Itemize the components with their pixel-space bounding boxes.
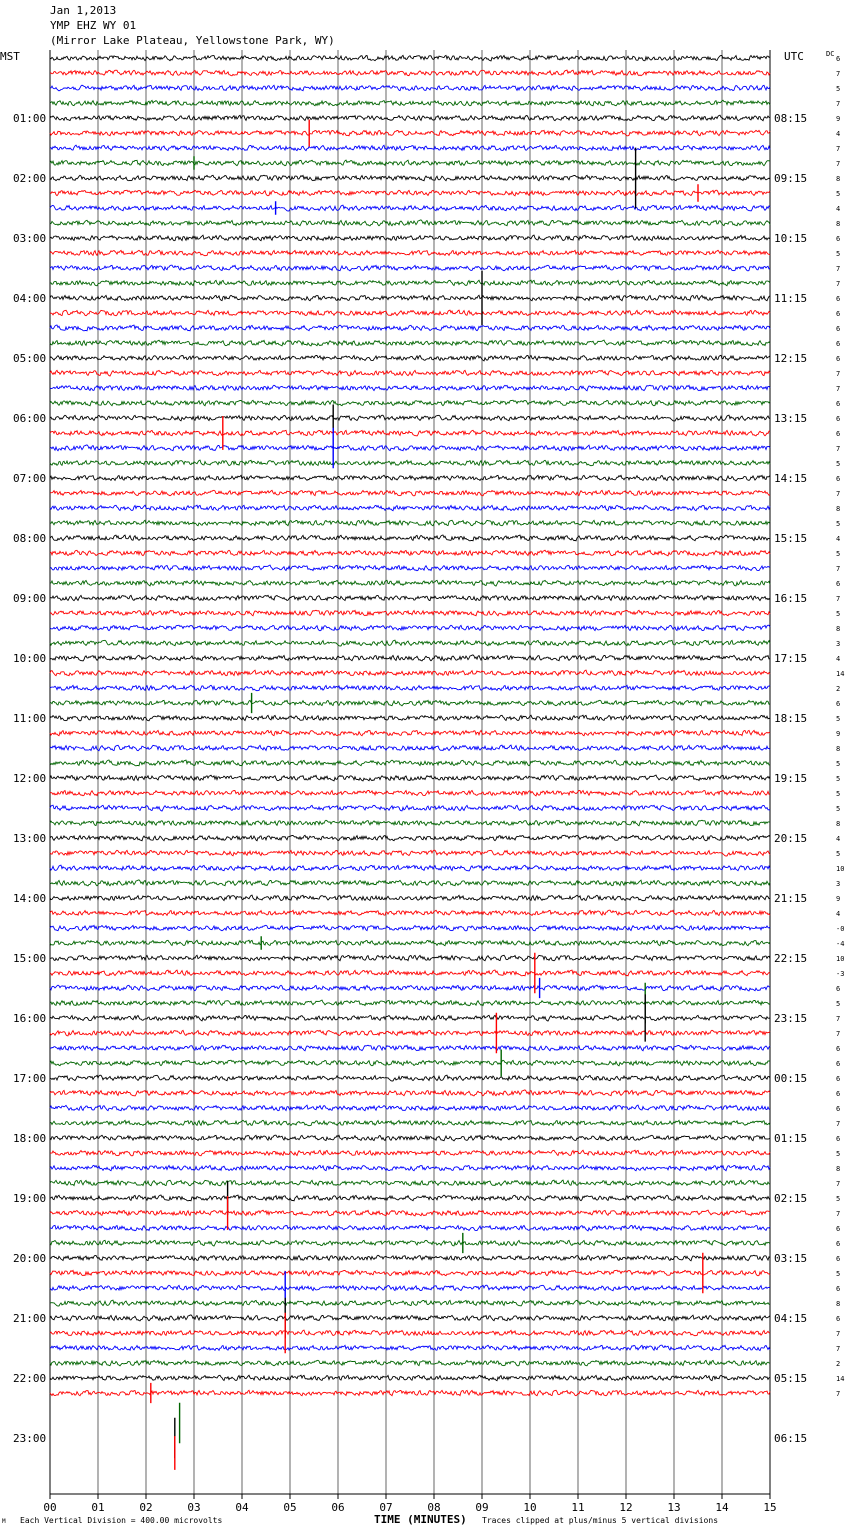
dc-offset-value: 6 (836, 1045, 841, 1053)
seismic-trace (50, 70, 770, 76)
dc-offset-value: 6 (836, 1105, 841, 1113)
seismic-trace (50, 445, 770, 451)
seismic-trace (50, 565, 770, 571)
dc-offset-value: 5 (836, 610, 841, 618)
mst-hour-label: 21:00 (13, 1312, 47, 1325)
seismic-trace (50, 910, 770, 915)
seismic-trace (50, 85, 770, 91)
utc-hour-label: 05:15 (774, 1372, 808, 1385)
dc-offset-value: 6 (836, 1255, 841, 1263)
x-axis-title: TIME (MINUTES) (374, 1513, 467, 1526)
seismic-trace (50, 1045, 770, 1051)
dc-offset-value: 7 (836, 1180, 841, 1188)
dc-offset-value: 2 (836, 685, 841, 693)
scale-note: Each Vertical Division = 400.00 microvolts (20, 1516, 223, 1525)
mst-hour-label: 01:00 (13, 112, 47, 125)
seismic-trace (50, 715, 770, 721)
mst-hour-label: 11:00 (13, 712, 47, 725)
seismic-trace (50, 1135, 770, 1141)
seismic-trace (50, 1360, 770, 1366)
utc-hour-label: 10:15 (774, 232, 808, 245)
seismic-trace (50, 1195, 770, 1201)
mst-hour-label: 13:00 (13, 832, 47, 845)
utc-hour-label: 03:15 (774, 1252, 808, 1265)
dc-offset-value: 6 (836, 985, 841, 993)
chart-date: Jan 1,2013 (50, 4, 117, 17)
seismic-trace (50, 1345, 770, 1350)
utc-hour-label: 06:15 (774, 1432, 808, 1445)
dc-offset-value: 5 (836, 790, 841, 798)
dc-offset-value: 7 (836, 565, 841, 573)
chart-location: (Mirror Lake Plateau, Yellowstone Park, WY) (50, 34, 335, 47)
utc-hour-label: 08:15 (774, 112, 808, 125)
seismic-trace (50, 640, 770, 646)
seismic-trace (50, 175, 770, 180)
seismic-trace (50, 205, 770, 211)
utc-hour-label: 02:15 (774, 1192, 808, 1205)
seismic-trace (50, 160, 770, 166)
dc-offset-value: 6 (836, 475, 841, 483)
dc-offset-value: 6 (836, 1240, 841, 1248)
dc-offset-value: 9 (836, 115, 841, 123)
x-tick-label: 14 (715, 1501, 729, 1514)
seismic-trace (50, 355, 770, 361)
x-tick-label: 05 (283, 1501, 297, 1514)
dc-offset-value: 8 (836, 175, 841, 183)
seismic-trace (50, 791, 770, 796)
mst-hour-label: 22:00 (13, 1372, 47, 1385)
seismic-trace (50, 295, 770, 300)
seismic-trace (50, 100, 770, 106)
seismic-trace (50, 1000, 770, 1006)
dc-offset-value: 6 (836, 310, 841, 318)
dc-offset-value: 5 (836, 805, 841, 813)
seismic-trace (50, 55, 770, 61)
clip-note: Traces clipped at plus/minus 5 vertical divisions (482, 1516, 719, 1525)
seismic-trace (50, 1015, 770, 1021)
dc-offset-value: 7 (836, 595, 841, 603)
dc-offset-value: 8 (836, 625, 841, 633)
utc-hour-label: 04:15 (774, 1312, 808, 1325)
dc-offset-value: 8 (836, 505, 841, 513)
dc-offset-value: 7 (836, 1345, 841, 1353)
mst-hour-label: 09:00 (13, 592, 47, 605)
utc-hour-label: 18:15 (774, 712, 808, 725)
dc-offset-value: 7 (836, 100, 841, 108)
x-tick-label: 01 (91, 1501, 105, 1514)
dc-offset-value: 5 (836, 760, 841, 768)
dc-offset-value: 5 (836, 190, 841, 198)
seismic-trace (50, 1300, 770, 1306)
seismic-trace (50, 655, 770, 661)
utc-hour-label: 11:15 (774, 292, 808, 305)
dc-offset-value: 6 (836, 400, 841, 408)
mst-hour-label: 18:00 (13, 1132, 47, 1145)
dc-offset-value: 6 (836, 340, 841, 348)
seismic-trace (50, 670, 770, 676)
dc-offset-value: 4 (836, 205, 841, 213)
seismic-trace (50, 595, 770, 600)
dc-offset-value: 6 (836, 430, 841, 438)
mst-hour-label: 02:00 (13, 172, 47, 185)
seismic-trace (50, 880, 770, 886)
utc-hour-label: 00:15 (774, 1072, 808, 1085)
dc-offset-value: 7 (836, 385, 841, 393)
seismic-trace (50, 700, 770, 706)
x-tick-label: 03 (187, 1501, 201, 1514)
seismic-trace (50, 1150, 770, 1156)
mst-hour-label: 10:00 (13, 652, 47, 665)
dc-offset-value: 6 (836, 1135, 841, 1143)
dc-offset-value: 8 (836, 820, 841, 828)
dc-offset-value: 5 (836, 550, 841, 558)
seismic-trace (50, 1375, 770, 1381)
seismic-trace (50, 115, 770, 121)
seismic-trace (50, 775, 770, 781)
mst-hour-label: 07:00 (13, 472, 47, 485)
seismic-trace (50, 505, 770, 511)
mst-hour-label: 03:00 (13, 232, 47, 245)
dc-offset-value: 6 (836, 355, 841, 363)
seismic-trace (50, 760, 770, 766)
corner-mark: M (2, 1518, 6, 1525)
utc-hour-label: 19:15 (774, 772, 808, 785)
dc-offset-value: 8 (836, 1300, 841, 1308)
seismic-trace (50, 940, 770, 946)
seismic-trace (50, 1210, 770, 1216)
seismic-trace (50, 250, 770, 256)
mst-hour-label: 17:00 (13, 1072, 47, 1085)
dc-offset-value: 6 (836, 1315, 841, 1323)
mst-hour-label: 08:00 (13, 532, 47, 545)
dc-offset-value: 5 (836, 775, 841, 783)
dc-offset-value: 5 (836, 1150, 841, 1158)
dc-offset-value: 7 (836, 280, 841, 288)
seismic-trace (50, 190, 770, 196)
dc-offset-value: 6 (836, 580, 841, 588)
dc-offset-value: 7 (836, 1330, 841, 1338)
utc-hour-label: 12:15 (774, 352, 808, 365)
x-tick-label: 10 (523, 1501, 537, 1514)
dc-offset-value: 4 (836, 655, 841, 663)
dc-offset-value: 14 (836, 670, 845, 678)
seismic-trace (50, 1240, 770, 1246)
dc-offset-value: -4 (836, 940, 845, 948)
seismic-trace (50, 1120, 770, 1126)
dc-offset-value: 5 (836, 250, 841, 258)
x-tick-label: 07 (379, 1501, 393, 1514)
seismic-trace (50, 430, 770, 436)
dc-offset-value: 7 (836, 370, 841, 378)
mst-hour-label: 19:00 (13, 1192, 47, 1205)
dc-offset-value: 7 (836, 145, 841, 153)
seismic-trace (50, 340, 770, 346)
dc-offset-value: 5 (836, 850, 841, 858)
seismic-trace (50, 865, 770, 871)
utc-hour-label: 21:15 (774, 892, 808, 905)
mst-hour-label: 04:00 (13, 292, 47, 305)
mst-hour-label: 15:00 (13, 952, 47, 965)
utc-hour-label: 23:15 (774, 1012, 808, 1025)
dc-offset-value: 5 (836, 715, 841, 723)
dc-offset-value: 5 (836, 1195, 841, 1203)
mst-hour-label: 14:00 (13, 892, 47, 905)
dc-offset-value: 5 (836, 1270, 841, 1278)
dc-offset-value: 9 (836, 730, 841, 738)
dc-offset-value: 10 (836, 865, 845, 873)
seismic-trace (50, 130, 770, 135)
mst-hour-label: 06:00 (13, 412, 47, 425)
seismic-trace (50, 535, 770, 541)
seismic-trace (50, 955, 770, 960)
seismic-trace (50, 1255, 770, 1261)
dc-offset-value: 9 (836, 895, 841, 903)
seismic-trace (50, 1285, 770, 1291)
seismic-trace (50, 235, 770, 241)
utc-hour-label: 20:15 (774, 832, 808, 845)
dc-offset-value: 2 (836, 1360, 841, 1368)
dc-offset-value: 7 (836, 1120, 841, 1128)
dc-offset-value: 5 (836, 520, 841, 528)
x-tick-label: 15 (763, 1501, 777, 1514)
seismic-trace (50, 400, 770, 406)
seismic-trace (50, 985, 770, 991)
dc-offset-value: 6 (836, 1090, 841, 1098)
dc-offset-value: 8 (836, 1165, 841, 1173)
seismic-trace (50, 310, 770, 316)
dc-offset-value: 6 (836, 1285, 841, 1293)
dc-offset-value: 6 (836, 295, 841, 303)
dc-offset-value: 3 (836, 880, 841, 888)
utc-hour-label: 15:15 (774, 532, 808, 545)
seismic-trace (50, 925, 770, 931)
dc-offset-value: 7 (836, 1390, 841, 1398)
seismic-trace (50, 325, 770, 331)
seismic-trace (50, 835, 770, 841)
seismic-trace (50, 550, 770, 556)
utc-hour-label: 01:15 (774, 1132, 808, 1145)
dc-offset-value: 8 (836, 220, 841, 228)
x-tick-label: 04 (235, 1501, 249, 1514)
seismic-trace (50, 820, 770, 826)
seismic-trace (50, 385, 770, 391)
dc-offset-value: 7 (836, 490, 841, 498)
dc-offset-value: 7 (836, 1030, 841, 1038)
x-tick-label: 12 (619, 1501, 633, 1514)
x-tick-label: 09 (475, 1501, 489, 1514)
dc-offset-value: 7 (836, 445, 841, 453)
utc-hour-label: 13:15 (774, 412, 808, 425)
dc-offset-value: 4 (836, 130, 841, 138)
dc-offset-value: 5 (836, 85, 841, 93)
x-tick-label: 11 (571, 1501, 585, 1514)
seismic-trace (50, 1330, 770, 1336)
left-timezone-label: MST (0, 50, 20, 63)
utc-hour-label: 17:15 (774, 652, 808, 665)
seismic-trace (50, 895, 770, 901)
dc-offset-value: 14 (836, 1375, 845, 1383)
x-tick-label: 13 (667, 1501, 681, 1514)
dc-offset-value: 6 (836, 325, 841, 333)
seismic-trace (50, 280, 770, 286)
mst-hour-label: 23:00 (13, 1432, 47, 1445)
seismic-trace (50, 805, 770, 811)
event-group (151, 120, 703, 1470)
label-group (13, 55, 844, 1514)
dc-offset-value: 4 (836, 910, 841, 918)
dc-offset-value: 7 (836, 70, 841, 78)
dc-offset-value: 4 (836, 535, 841, 543)
seismic-trace (50, 220, 770, 226)
seismic-trace (50, 1390, 770, 1395)
x-tick-label: 06 (331, 1501, 345, 1514)
dc-offset-value: 10 (836, 955, 845, 963)
seismic-trace (50, 970, 770, 976)
seismic-trace (50, 490, 770, 496)
x-tick-label: 00 (43, 1501, 57, 1514)
dc-offset-value: 5 (836, 460, 841, 468)
dc-offset-value: 7 (836, 265, 841, 273)
seismic-trace (50, 685, 770, 691)
dc-label: DC (826, 50, 835, 58)
seismic-trace (50, 1030, 770, 1036)
dc-offset-value: -3 (836, 970, 845, 978)
seismic-trace (50, 850, 770, 856)
mst-hour-label: 12:00 (13, 772, 47, 785)
utc-hour-label: 09:15 (774, 172, 808, 185)
x-tick-label: 08 (427, 1501, 441, 1514)
dc-offset-value: 7 (836, 1015, 841, 1023)
mst-hour-label: 16:00 (13, 1012, 47, 1025)
seismic-trace (50, 580, 770, 586)
dc-offset-value: 7 (836, 1210, 841, 1218)
seismic-trace (50, 1105, 770, 1111)
utc-hour-label: 14:15 (774, 472, 808, 485)
utc-hour-label: 22:15 (774, 952, 808, 965)
seismic-trace (50, 1180, 770, 1186)
seismic-trace (50, 520, 770, 525)
seismic-trace (50, 1270, 770, 1276)
dc-offset-value: 3 (836, 640, 841, 648)
seismic-trace (50, 1165, 770, 1170)
seismic-trace (50, 460, 770, 466)
seismic-trace (50, 625, 770, 631)
dc-offset-value: 4 (836, 835, 841, 843)
dc-offset-value: 6 (836, 55, 841, 63)
x-tick-label: 02 (139, 1501, 153, 1514)
dc-offset-value: 8 (836, 745, 841, 753)
dc-offset-value: 6 (836, 1060, 841, 1068)
grid-lines (50, 50, 770, 1494)
trace-group (50, 55, 770, 1395)
seismic-trace (50, 475, 770, 481)
seismic-trace (50, 265, 770, 271)
seismic-trace (50, 415, 770, 421)
dc-offset-value: 6 (836, 415, 841, 423)
dc-offset-value: 7 (836, 160, 841, 168)
dc-offset-value: 6 (836, 1225, 841, 1233)
dc-offset-value: 6 (836, 235, 841, 243)
dc-offset-value: 5 (836, 1000, 841, 1008)
mst-hour-label: 20:00 (13, 1252, 47, 1265)
utc-hour-label: 16:15 (774, 592, 808, 605)
right-timezone-label: UTC (784, 50, 804, 63)
seismic-trace (50, 1075, 770, 1081)
seismic-trace (50, 1090, 770, 1096)
chart-station: YMP EHZ WY 01 (50, 19, 137, 32)
seismic-trace (50, 730, 770, 735)
seismic-trace (50, 1225, 770, 1231)
seismic-trace (50, 1315, 770, 1321)
dc-offset-value: -0 (836, 925, 845, 933)
seismic-trace (50, 370, 770, 376)
dc-offset-value: 6 (836, 700, 841, 708)
seismic-trace (50, 145, 770, 150)
mst-hour-label: 05:00 (13, 352, 47, 365)
seismic-trace (50, 745, 770, 751)
seismic-trace (50, 1060, 770, 1066)
dc-offset-value: 6 (836, 1075, 841, 1083)
seismic-trace (50, 610, 770, 616)
